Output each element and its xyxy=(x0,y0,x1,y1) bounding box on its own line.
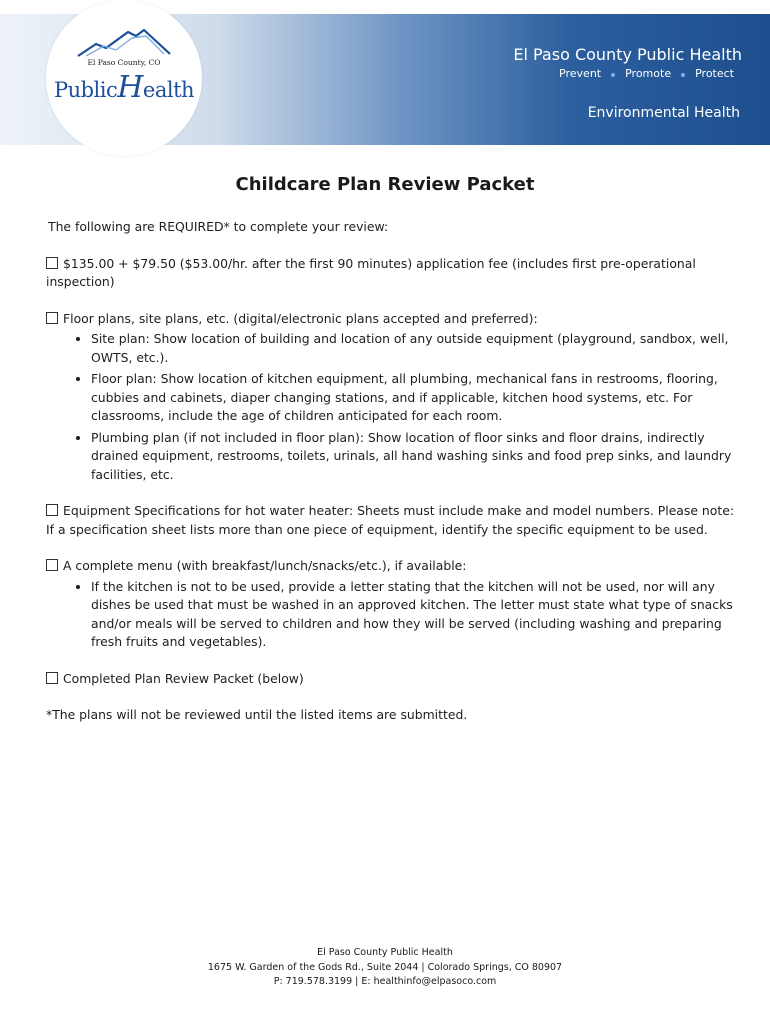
checkbox[interactable] xyxy=(46,257,58,269)
logo-county-text: El Paso County, CO xyxy=(87,58,161,67)
public-health-logo xyxy=(46,0,202,156)
footer xyxy=(0,946,770,990)
bullet-list xyxy=(46,578,736,652)
requirement-packet xyxy=(46,670,736,689)
list-item: • If the kitchen is not to be used, provide a letter stating that the kitchen will not be used, nor will any dishes be used that must be washed in an approved kitchen. The letter must state what type of snacks and/or meals will be served to children and how they will be served (including washing and preparing fresh fruits and vegetables). xyxy=(91,578,736,652)
footer-address: 1675 W. Garden of the Gods Rd., Suite 2044 | Colorado Springs, CO 80907 xyxy=(207,961,563,973)
tagline-dot-icon xyxy=(611,73,615,77)
checkbox[interactable] xyxy=(46,672,58,684)
logo-wordmark xyxy=(46,70,202,105)
checkbox[interactable] xyxy=(46,559,58,571)
tagline-dot-icon xyxy=(681,73,685,77)
requirement-plans xyxy=(46,310,736,485)
footer-contact: P: 719.578.3199 | E: healthinfo@elpasoco.com xyxy=(273,976,497,987)
tagline-promote: Promote xyxy=(625,67,672,80)
logo-h-glyph: H xyxy=(117,70,143,105)
requirement-text: Floor plans, site plans, etc. (digital/electronic plans accepted and preferred): xyxy=(63,310,538,326)
intro-text: The following are REQUIRED* to complete your review: xyxy=(48,219,389,234)
requirements-section xyxy=(46,218,736,743)
requirement-text: $135.00 + $79.50 ($53.00/hr. after the first 90 minutes) application fee (includes first pre-operational inspection) xyxy=(46,255,696,289)
requirement-text: Equipment Specifications for hot water heater: Sheets must include make and model numbers. Please note: If a specification sheet lists more than one piece of equipment, identify the specific equipment to be used. xyxy=(46,503,735,537)
requirement-text: A complete menu (with breakfast/lunch/snacks/etc.), if available: xyxy=(63,558,467,573)
list-item: • Floor plan: Show location of kitchen equipment, all plumbing, mechanical fans in restrooms, flooring, cubbies and cabinets, diaper changing stations, and if applicable, kitchen hood systems, etc. For classrooms, include the age of children anticipated for each room. xyxy=(91,370,736,426)
page-title: Childcare Plan Review Packet xyxy=(235,174,535,195)
footer-org-name: El Paso County Public Health xyxy=(317,947,453,958)
list-item: • Site plan: Show location of building and location of any outside equipment (playground, sandbox, well, OWTS, etc.). xyxy=(91,330,736,367)
requirement-equipment xyxy=(46,502,736,539)
tagline-protect: Protect xyxy=(695,67,734,80)
checkbox[interactable] xyxy=(46,504,58,516)
tagline-prevent: Prevent xyxy=(559,67,602,80)
org-name: El Paso County Public Health xyxy=(513,45,742,64)
tagline xyxy=(559,67,734,80)
checkbox[interactable] xyxy=(46,312,58,324)
list-item: • Plumbing plan (if not included in floor plan): Show location of floor sinks and floor drains, indirectly drained equipment, restrooms, toilets, urinals, all hand washing sinks and food prep sinks, and laundry facilities, etc. xyxy=(91,429,736,485)
requirement-fee xyxy=(46,255,736,292)
logo-word-right: ealth xyxy=(142,78,195,102)
footnote: *The plans will not be reviewed until the listed items are submitted. xyxy=(46,707,468,722)
department-name: Environmental Health xyxy=(587,105,740,121)
requirement-menu xyxy=(46,557,736,652)
logo-word-left: Public xyxy=(53,78,118,102)
mountain-icon xyxy=(76,26,172,58)
bullet-list xyxy=(46,330,736,484)
requirement-text: Completed Plan Review Packet (below) xyxy=(63,670,304,686)
